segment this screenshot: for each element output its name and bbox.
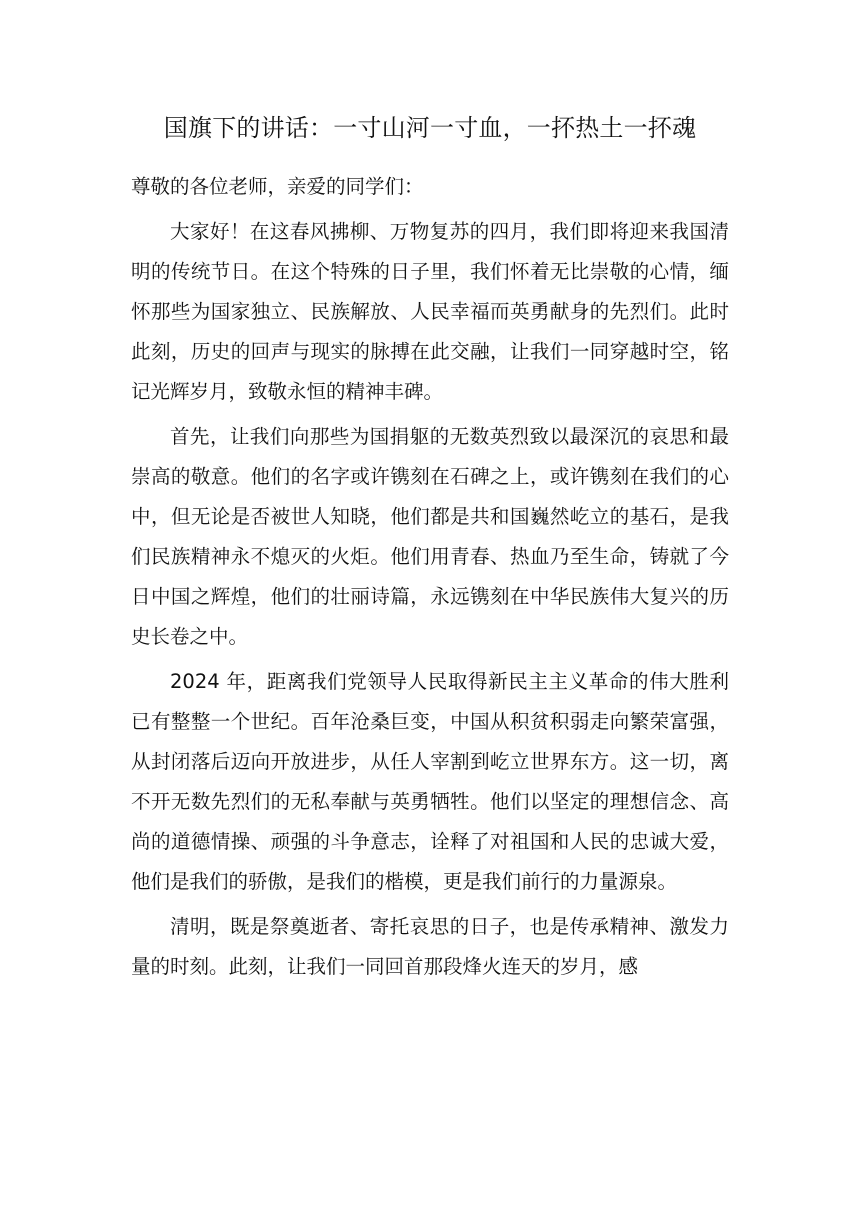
greeting-line: 尊敬的各位老师，亲爱的同学们：: [131, 175, 424, 198]
document-title: 国旗下的讲话：一寸山河一寸血，一抔热土一抔魂: [163, 114, 697, 142]
speech-body: [131, 167, 729, 992]
paragraph-4: 清明，既是祭奠逝者、寄托哀思的日子，也是传承精神、激发力量的时刻。此刻，让我们一同回首那段烽火连天的岁月，感: [131, 915, 729, 978]
paragraph-2: 首先，让我们向那些为国捐躯的无数英烈致以最深沉的哀思和最崇高的敬意。他们的名字或许镌刻在石碑之上，或许镌刻在我们的心中，但无论是否被世人知晓，他们都是共和国巍然屹立的基石，是我们民族精神永不熄灭的火炬。他们用青春、热血乃至生命，铸就了今日中国之辉煌，他们的壮丽诗篇，永远镌刻在中华民族伟大复兴的历史长卷之中。: [131, 425, 729, 648]
paragraph-1: 大家好！在这春风拂柳、万物复苏的四月，我们即将迎来我国清明的传统节日。在这个特殊的日子里，我们怀着无比崇敬的心情，缅怀那些为国家独立、民族解放、人民幸福而英勇献身的先烈们。此时此刻，历史的回声与现实的脉搏在此交融，让我们一同穿越时空，铭记光辉岁月，致敬永恒的精神丰碑。: [131, 220, 729, 403]
paragraph-3: 2024 年，距离我们党领导人民取得新民主主义革命的伟大胜利已有整整一个世纪。百年沧桑巨变，中国从积贫积弱走向繁荣富强，从封闭落后迈向开放进步，从任人宰割到屹立世界东方。这一切，离不开无数先烈们的无私奉献与英勇牺牲。他们以坚定的理想信念、高尚的道德情操、顽强的斗争意志，诠释了对祖国和人民的忠诚大爱，他们是我们的骄傲，是我们的楷模，更是我们前行的力量源泉。: [131, 670, 729, 893]
